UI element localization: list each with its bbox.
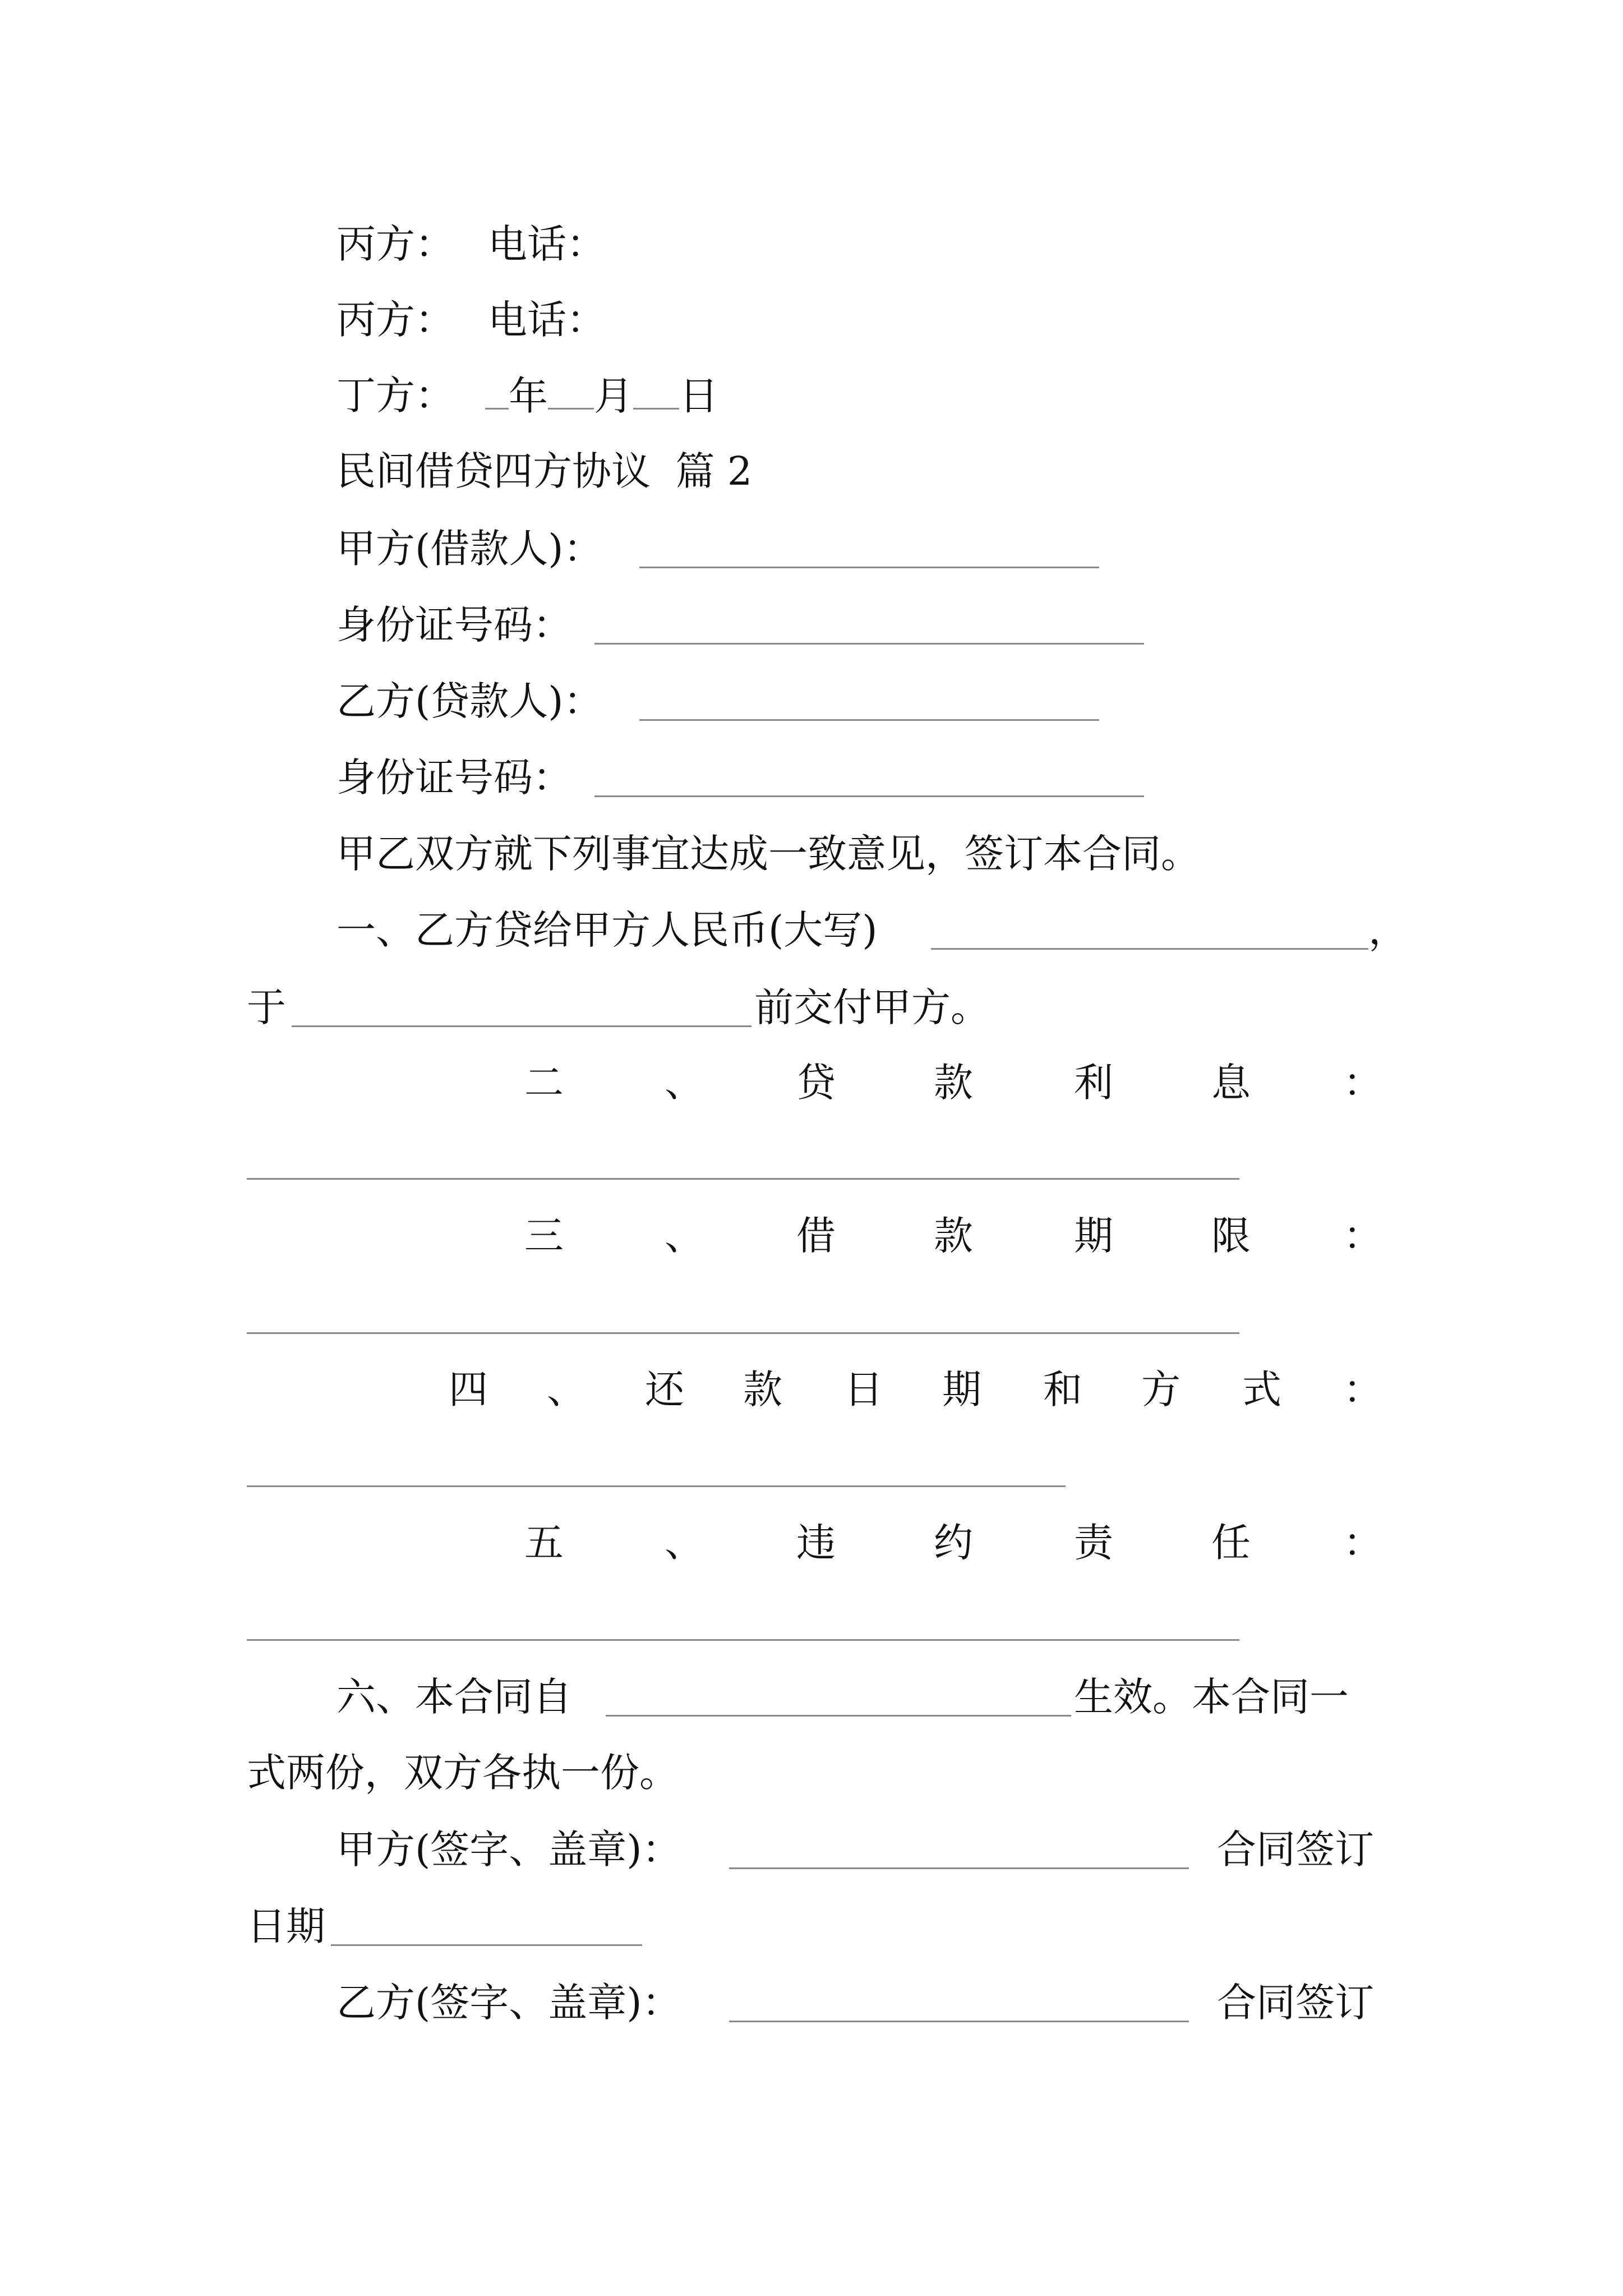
month-label: 月 [594, 373, 633, 419]
clause-1-suffix: 前交付甲方。 [754, 984, 990, 1030]
clause-char: ： [1343, 1520, 1382, 1566]
contract-signing-label: 合同签订 [1217, 1826, 1374, 1872]
clause-char: ： [1343, 1366, 1382, 1412]
borrower-label: 甲方(借款人)： [336, 526, 603, 572]
clause-char: 、 [665, 1060, 704, 1106]
party-c-label: 丙方： [336, 221, 454, 267]
clause-char: 借 [796, 1213, 836, 1259]
borrower-blank[interactable] [639, 526, 1099, 568]
id-number-label: 身份证号码： [336, 754, 572, 800]
clause-char: 方 [1141, 1366, 1181, 1412]
clause-char: 四 [449, 1366, 488, 1412]
clause-char: 利 [1074, 1060, 1113, 1106]
clause-char: 贷 [796, 1060, 836, 1106]
year-label: 年 [509, 373, 548, 419]
clause-char: 和 [1043, 1366, 1082, 1412]
clause-char: 任 [1211, 1520, 1251, 1566]
clause-char: 款 [934, 1060, 973, 1106]
month-blank[interactable] [548, 367, 594, 409]
clause-3-heading [0, 1208, 1623, 1264]
party-b-signature-blank[interactable] [729, 1980, 1189, 2022]
clause-6-continued-text: 式两份，双方各执一份。 [247, 1750, 679, 1796]
clause-char: 约 [934, 1520, 973, 1566]
clause-2-blank[interactable] [247, 1178, 1239, 1180]
clause-4-heading [0, 1361, 1623, 1418]
party-c-label: 丙方： [336, 297, 454, 343]
party-a-signature-blank[interactable] [729, 1827, 1189, 1869]
delivery-date-blank[interactable] [292, 985, 751, 1027]
clause-char: 、 [665, 1520, 704, 1566]
contract-signing-label: 合同签订 [1217, 1980, 1374, 2026]
phone-label: 电话： [488, 297, 606, 343]
clause-char: 五 [524, 1520, 564, 1566]
clause-char: 、 [547, 1366, 586, 1412]
phone-label: 电话： [488, 221, 606, 267]
comma: ， [1368, 907, 1408, 953]
day-label: 日 [679, 373, 718, 419]
clause-5-heading [0, 1515, 1623, 1571]
clause-char: 违 [796, 1520, 836, 1566]
day-blank[interactable] [633, 367, 679, 409]
clause-char: 期 [1074, 1213, 1113, 1259]
lender-label: 乙方(贷款人)： [336, 678, 603, 724]
clause-5-blank[interactable] [247, 1639, 1239, 1641]
lender-blank[interactable] [639, 679, 1099, 721]
year-blank[interactable] [485, 367, 509, 409]
clause-char: 还 [645, 1366, 684, 1412]
date-label: 日期 [247, 1903, 325, 1949]
party-d-label: 丁方： [336, 372, 454, 418]
clause-char: 日 [844, 1366, 883, 1412]
loan-amount-blank[interactable] [931, 908, 1368, 950]
effective-date-blank[interactable] [606, 1674, 1071, 1717]
clause-char: 二 [524, 1060, 564, 1106]
id-number-label: 身份证号码： [336, 602, 572, 648]
clause-char: ： [1343, 1060, 1382, 1106]
clause-char: 限 [1211, 1213, 1251, 1259]
clause-3-blank[interactable] [247, 1332, 1239, 1334]
clause-char: 、 [665, 1213, 704, 1259]
clause-char: 期 [942, 1366, 981, 1412]
signing-date-blank[interactable] [331, 1904, 642, 1946]
clause-char: 三 [524, 1213, 564, 1259]
clause-2-heading [0, 1055, 1623, 1111]
clause-char: 式 [1242, 1366, 1281, 1412]
party-b-signature-label: 乙方(签字、盖章)： [336, 1980, 681, 2026]
clause-char: 息 [1211, 1060, 1251, 1106]
section-title: 民间借贷四方协议 篇 2 [336, 448, 753, 494]
clause-4-blank[interactable] [247, 1485, 1066, 1487]
clause-6-suffix: 生效。本合同一 [1074, 1674, 1349, 1720]
borrower-id-blank[interactable] [594, 602, 1144, 645]
clause-1-prefix: 于 [247, 984, 286, 1030]
clause-char: 款 [934, 1213, 973, 1259]
lender-id-blank[interactable] [594, 755, 1144, 797]
clause-char: ： [1343, 1213, 1382, 1259]
agreement-intro-text: 甲乙双方就下列事宜达成一致意见，签订本合同。 [336, 831, 1200, 877]
clause-1-text: 一、乙方贷给甲方人民币(大写) [336, 907, 878, 953]
clause-char: 款 [743, 1366, 782, 1412]
party-a-signature-label: 甲方(签字、盖章)： [336, 1826, 681, 1872]
clause-6-prefix: 六、本合同自 [336, 1674, 572, 1720]
clause-char: 责 [1074, 1520, 1113, 1566]
